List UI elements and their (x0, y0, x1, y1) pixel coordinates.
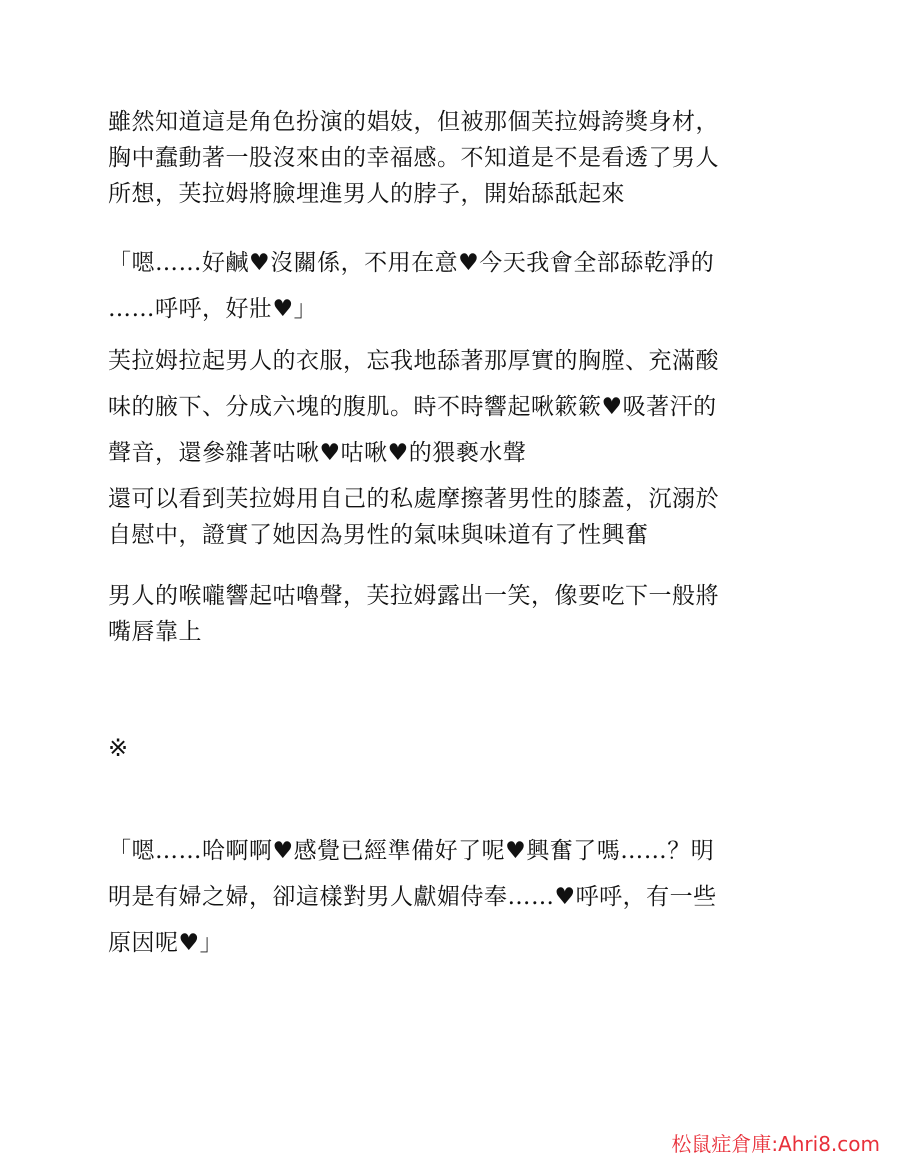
paragraph-line: 還可以看到芙拉姆用自己的私處摩擦著男性的膝蓋，沉溺於 (108, 486, 719, 512)
paragraph-line: 所想，芙拉姆將臉埋進男人的脖子，開始舔舐起來 (108, 181, 625, 207)
paragraph-line: 「嗯……哈啊啊♥感覺已經準備好了呢♥興奮了嗎……？明 (108, 838, 715, 864)
watermark-text: 松鼠症倉庫:Ahri8.com (671, 1132, 880, 1156)
paragraph-line: 聲音，還參雜著咕啾♥咕啾♥的猥褻水聲 (108, 440, 527, 466)
paragraph-line: 味的腋下、分成六塊的腹肌。時不時響起啾簌簌♥吸著汗的 (108, 394, 717, 420)
paragraph-line: 「嗯……好鹹♥沒關係，不用在意♥今天我會全部舔乾淨的 (108, 250, 715, 276)
paragraph-4 (108, 481, 808, 553)
paragraph-line: 芙拉姆拉起男人的衣服，忘我地舔著那厚實的胸膛、充滿酸 (108, 348, 719, 374)
section-break-mark: ※ (108, 734, 129, 762)
paragraph-line: 自慰中，證實了她因為男性的氣味與味道有了性興奮 (108, 522, 649, 548)
paragraph-2-dialogue (108, 240, 808, 332)
paragraph-3 (108, 338, 808, 476)
paragraph-line: 雖然知道這是角色扮演的娼妓，但被那個芙拉姆誇獎身材， (108, 109, 719, 135)
paragraph-line: 明是有婦之婦，卻這樣對男人獻媚侍奉……♥呼呼，有一些 (108, 884, 717, 910)
paragraph-6-dialogue (108, 828, 808, 966)
paragraph-line: ……呼呼，好壯♥」 (108, 296, 318, 322)
paragraph-1 (108, 104, 808, 212)
paragraph-line: 原因呢♥」 (108, 930, 224, 956)
paragraph-line: 男人的喉嚨響起咕嚕聲，芙拉姆露出一笑，像要吃下一般將 (108, 583, 719, 609)
paragraph-line: 胸中蠢動著一股沒來由的幸福感。不知道是不是看透了男人 (108, 145, 719, 171)
paragraph-5 (108, 578, 808, 650)
paragraph-line: 嘴唇靠上 (108, 619, 202, 645)
